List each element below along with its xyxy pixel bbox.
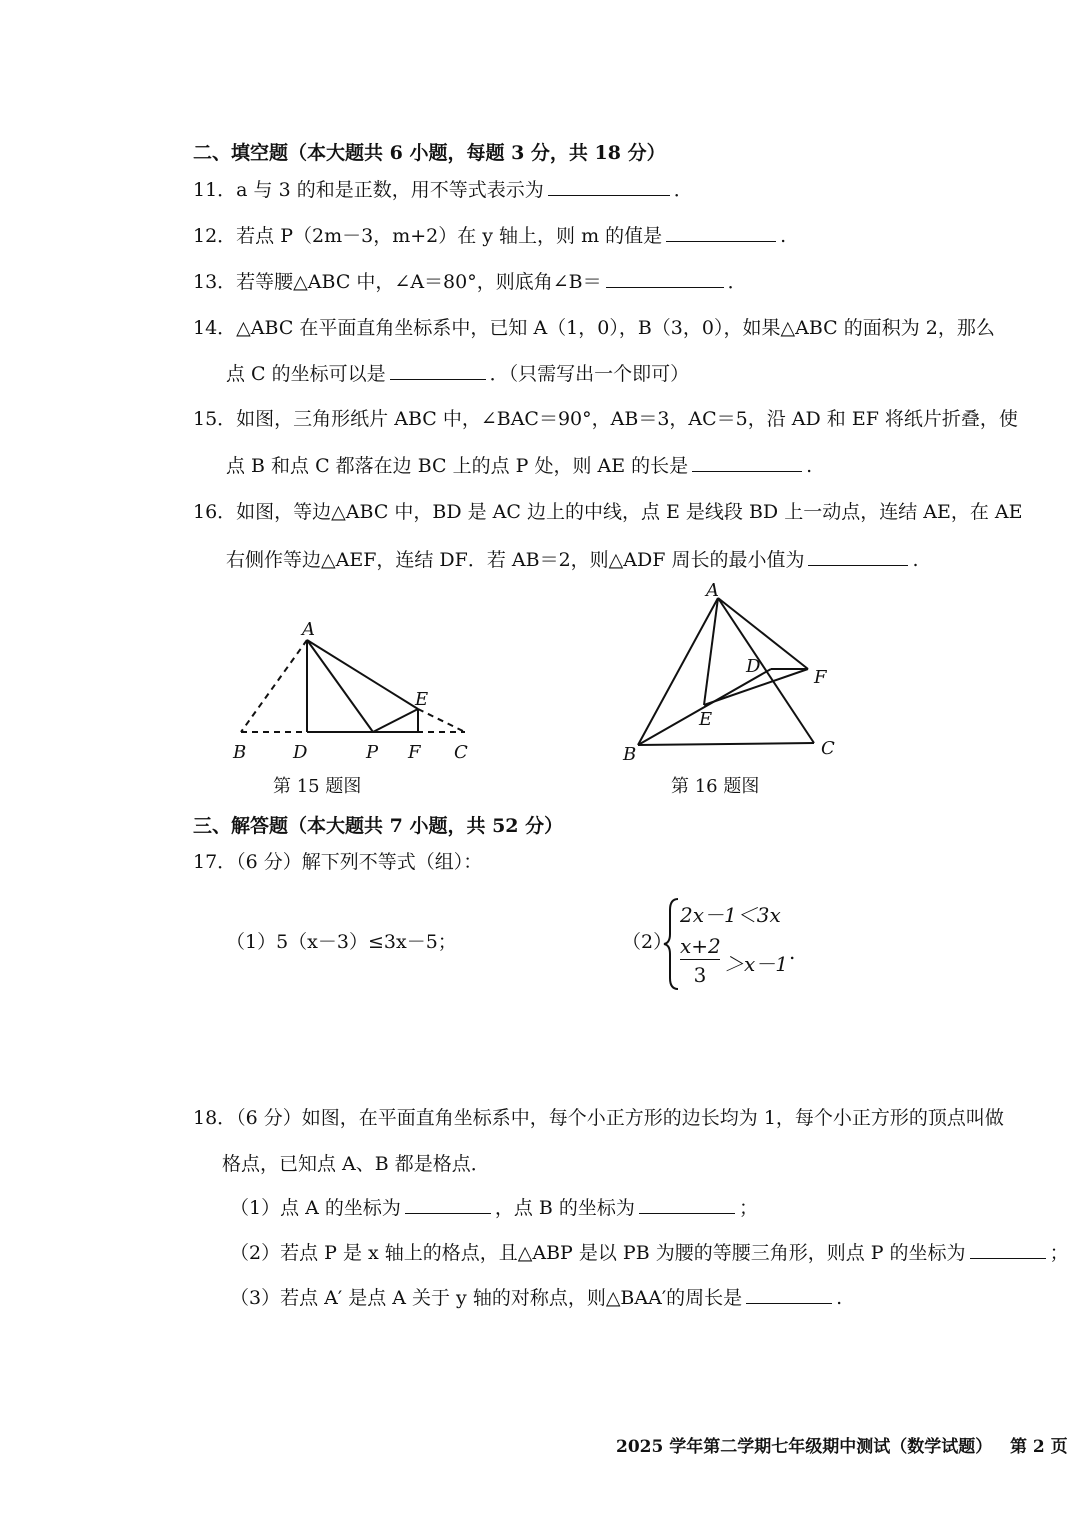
question-17-part1: （1）5（x－3）≤3x－5； xyxy=(226,931,457,953)
section2-heading: 二、填空题（本大题共 6 小题，每题 3 分，共 18 分） xyxy=(193,142,666,164)
q13-text: 13．若等腰△ABC 中，∠A＝80°，则底角∠B＝ xyxy=(193,271,602,293)
q18-p2-blank[interactable] xyxy=(970,1240,1046,1259)
figure-16 xyxy=(615,576,845,766)
q18-p1-blank-a[interactable] xyxy=(405,1195,491,1214)
q18-p3-end: . xyxy=(836,1287,843,1309)
q12-end: . xyxy=(780,225,787,247)
system-brace xyxy=(662,896,682,992)
q15-end: . xyxy=(806,455,813,477)
fig15-label-p: P xyxy=(366,742,379,763)
question-16-line2 xyxy=(226,547,919,572)
system-line2-rest: ＞x－1 xyxy=(724,952,789,976)
system-denominator: 3 xyxy=(693,963,707,987)
fig15-label-f: F xyxy=(408,742,421,763)
q18-p1-blank-b[interactable] xyxy=(639,1195,735,1214)
q18-p3-text: （3）若点 A′ 是点 A 关于 y 轴的对称点，则△BAA′的周长是 xyxy=(230,1287,743,1309)
q12-blank[interactable] xyxy=(666,223,776,242)
q16-blank[interactable] xyxy=(808,547,908,566)
system-line1: 2x－1＜3x xyxy=(680,903,781,927)
q13-blank[interactable] xyxy=(606,269,724,288)
fig16-label-e: E xyxy=(699,709,713,730)
section3-heading: 三、解答题（本大题共 7 小题，共 52 分） xyxy=(193,815,564,837)
question-18-line2: 格点，已知点 A、B 都是格点． xyxy=(222,1153,490,1175)
q14-end: ．（只需写出一个即可） xyxy=(489,363,690,385)
question-18-part3 xyxy=(230,1285,842,1310)
question-17-title: 17．（6 分）解下列不等式（组）： xyxy=(193,851,483,873)
q15-blank[interactable] xyxy=(692,453,802,472)
q12-text: 12．若点 P（2m－3，m+2）在 y 轴上，则 m 的值是 xyxy=(193,225,663,247)
question-15-line2 xyxy=(226,453,812,478)
question-14-line1: 14．△ABC 在平面直角坐标系中，已知 A（1，0），B（3，0），如果△ABC 的面积为 2，那么 xyxy=(193,317,995,339)
q16-text: 右侧作等边△AEF，连结 DF．若 AB＝2，则△ADF 周长的最小值为 xyxy=(226,549,805,571)
fig15-label-c: C xyxy=(454,742,468,763)
footer-title: 2025 学年第二学期七年级期中测试（数学试题） xyxy=(616,1437,993,1457)
q14-text: 点 C 的坐标可以是 xyxy=(226,363,386,385)
question-18-part1 xyxy=(230,1195,758,1220)
fig15-ap xyxy=(307,640,373,732)
fig16-label-a: A xyxy=(706,580,719,601)
fig15-label-d: D xyxy=(293,742,308,763)
fig15-label-e: E xyxy=(415,689,429,710)
fig15-pe xyxy=(373,709,418,732)
q18-p2-text: （2）若点 P 是 x 轴上的格点，且△ABP 是以 PB 为腰的等腰三角形，则点 P 的坐标为 xyxy=(230,1242,966,1264)
fig16-caption: 第 16 题图 xyxy=(671,776,760,797)
question-12 xyxy=(193,223,786,248)
fig16-label-b: B xyxy=(623,744,637,765)
q18-p1-text-a: （1）点 A 的坐标为 xyxy=(230,1197,401,1219)
q11-blank[interactable] xyxy=(548,177,670,196)
question-18-part2 xyxy=(230,1240,1069,1265)
question-13 xyxy=(193,269,747,294)
question-17-part2-label: （2） xyxy=(622,931,673,953)
q18-p1-end: ； xyxy=(738,1197,758,1219)
fig15-ae xyxy=(307,640,418,709)
q18-p3-blank[interactable] xyxy=(746,1285,832,1304)
fig16-label-f: F xyxy=(814,667,827,688)
fig15-caption: 第 15 题图 xyxy=(273,776,362,797)
question-16-line1: 16．如图，等边△ABC 中，BD 是 AC 边上的中线，点 E 是线段 BD 上一动点，连结 AE，在 AE xyxy=(193,501,1023,523)
fig16-label-d: D xyxy=(746,656,761,677)
fig16-label-c: C xyxy=(821,738,835,759)
figure-15 xyxy=(225,612,485,772)
fig16-ae xyxy=(704,598,718,705)
system-numerator: x+2 xyxy=(680,934,721,958)
q16-end: . xyxy=(912,549,919,571)
question-15-line1: 15．如图，三角形纸片 ABC 中，∠BAC＝90°，AB＝3，AC＝5，沿 AD 和 EF 将纸片折叠，使 xyxy=(193,408,1018,430)
fig15-label-a: A xyxy=(302,619,315,640)
fraction-bar xyxy=(680,959,720,960)
question-18-line1: 18．（6 分）如图，在平面直角坐标系中，每个小正方形的边长均为 1，每个小正方形的顶点叫做 xyxy=(193,1107,1004,1129)
fig15-ec xyxy=(418,709,465,732)
q14-blank[interactable] xyxy=(390,361,486,380)
page-number: 第 2 页 xyxy=(1010,1437,1068,1457)
q15-text: 点 B 和点 C 都落在边 BC 上的点 P 处，则 AE 的长是 xyxy=(226,455,689,477)
question-14-line2 xyxy=(226,361,689,386)
q13-end: ． xyxy=(727,271,747,293)
q18-p1-text-b: ，点 B 的坐标为 xyxy=(494,1197,635,1219)
question-11 xyxy=(193,177,693,202)
fig16-ac xyxy=(718,598,814,743)
system-end: . xyxy=(789,940,796,964)
fig15-ab xyxy=(241,640,307,732)
q11-end: ． xyxy=(673,179,693,201)
fig15-label-b: B xyxy=(233,742,247,763)
q11-text: 11．a 与 3 的和是正数，用不等式表示为 xyxy=(193,179,544,201)
fig16-bc xyxy=(638,743,814,745)
q18-p2-end: ； xyxy=(1049,1242,1069,1264)
fig16-af xyxy=(718,598,808,669)
